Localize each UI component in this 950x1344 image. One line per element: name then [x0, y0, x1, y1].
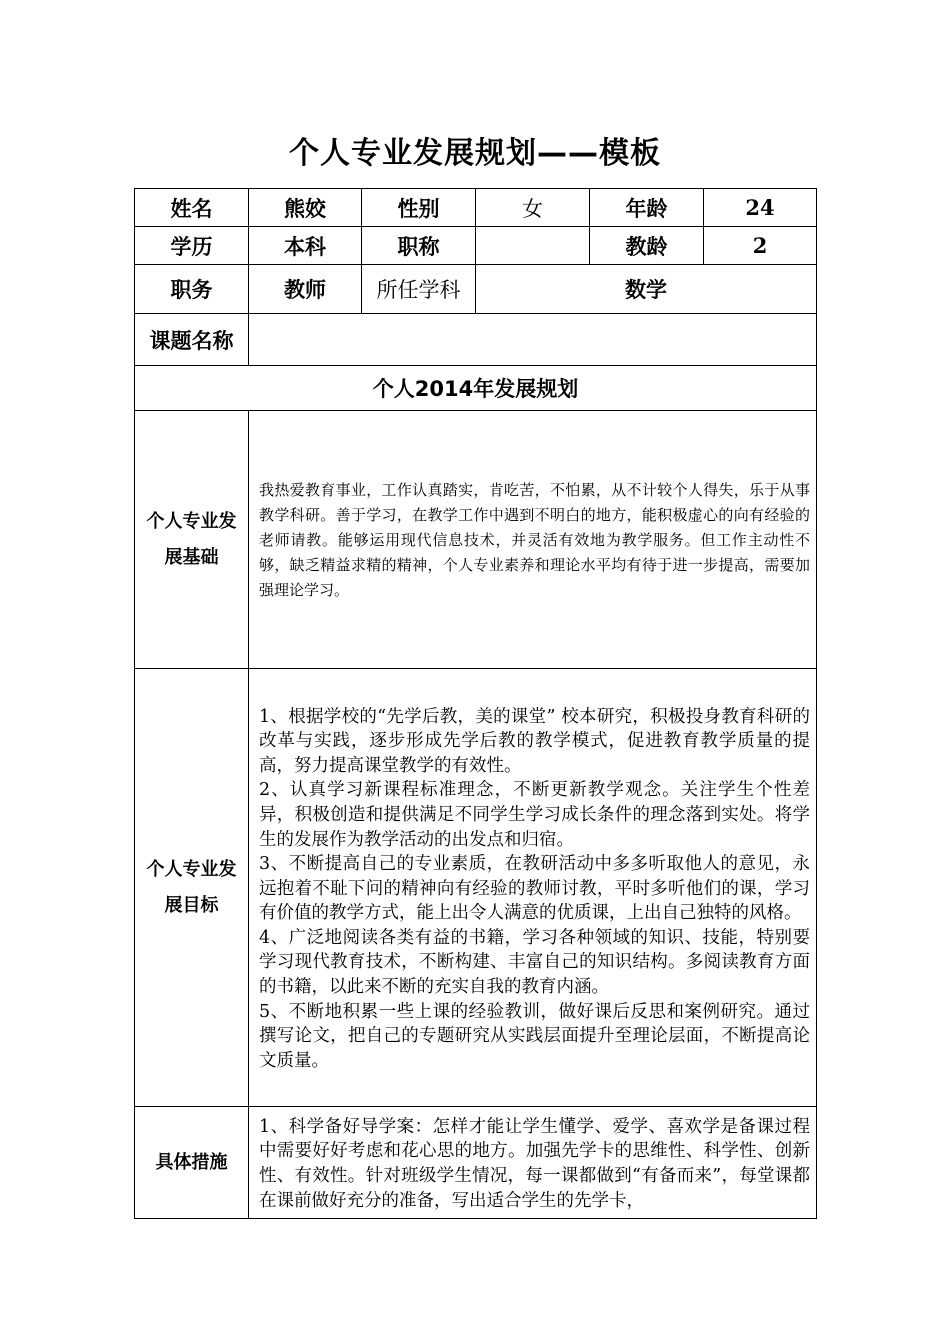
name-value: 熊姣 — [249, 189, 362, 227]
row-basic-1 — [135, 189, 817, 227]
measures-content — [249, 1107, 817, 1219]
gender-value: 女 — [476, 189, 590, 227]
name-label: 姓名 — [135, 189, 249, 227]
teaching-years-value: 2 — [704, 227, 817, 265]
education-label: 学历 — [135, 227, 249, 265]
education-value: 本科 — [249, 227, 362, 265]
measures-text: 1、科学备好导学案：怎样才能让学生懂学、爱学、喜欢学是备课过程中需要好好考虑和花心思的地方。加强先学卡的思维性、科学性、创新性、有效性。针对班级学生情况，每一课都做到“有备而来”，每堂课都在课前做好充分的准备，写出适合学生的先学卡， — [259, 1116, 810, 1211]
goals-label — [135, 669, 249, 1107]
basis-text: 我热爱教育事业，工作认真踏实，肯吃苦，不怕累，从不计较个人得失，乐于从事教学科研。善于学习，在教学工作中遇到不明白的地方，能积极虚心的向有经验的老师请教。能够运用现代信息技术，并灵活有效地为教学服务。但工作主动性不够，缺乏精益求精的精神，个人专业素养和理论水平均有待于进一步提高，需要加强理论学习。 — [259, 481, 810, 599]
subject-value: 数学 — [476, 265, 817, 314]
row-measures — [135, 1107, 817, 1219]
goal-item-2: 2、认真学习新课程标准理念，不断更新教学观念。关注学生个性差异，积极创造和提供满足不同学生学习成长条件的理念落到实处。将学生的发展作为教学活动的出发点和归宿。 — [259, 780, 810, 850]
measures-label: 具体措施 — [135, 1107, 249, 1219]
row-section-title — [135, 366, 817, 411]
professional-title-value — [476, 227, 590, 265]
age-value: 24 — [704, 189, 817, 227]
basis-label — [135, 411, 249, 669]
gender-label: 性别 — [362, 189, 476, 227]
row-basic-3 — [135, 265, 817, 314]
professional-title-label: 职称 — [362, 227, 476, 265]
goals-content — [249, 669, 817, 1107]
goals-label-line2: 展目标 — [164, 894, 219, 916]
position-value: 教师 — [249, 265, 362, 314]
goals-label-line1: 个人专业发 — [146, 858, 237, 880]
position-label: 职务 — [135, 265, 249, 314]
goal-item-5: 5、不断地积累一些上课的经验教训，做好课后反思和案例研究。通过撰写论文，把自己的专题研究从实践层面提升至理论层面，不断提高论文质量。 — [259, 1001, 810, 1071]
row-topic — [135, 314, 817, 366]
age-label: 年龄 — [590, 189, 704, 227]
row-basic-2 — [135, 227, 817, 265]
topic-label: 课题名称 — [135, 314, 249, 366]
goal-item-3: 3、不断提高自己的专业素质，在教研活动中多多听取他人的意见，永远抱着不耻下问的精神向有经验的教师讨教，平时多听他们的课，学习有价值的教学方式，能上出令人满意的优质课，上出自己独特的风格。 — [259, 854, 810, 924]
subject-label: 所任学科 — [362, 265, 476, 314]
basis-content — [249, 411, 817, 669]
topic-value — [249, 314, 817, 366]
plan-section-title: 个人2014年发展规划 — [135, 366, 817, 411]
row-goals — [135, 669, 817, 1107]
basis-label-line2: 展基础 — [164, 546, 219, 568]
goal-item-1: 1、根据学校的“先学后教，美的课堂” 校本研究，积极投身教育科研的改革与实践，逐步形成先学后教的教学模式，促进教育教学质量的提高，努力提高课堂教学的有效性。 — [259, 706, 810, 776]
goal-item-4: 4、广泛地阅读各类有益的书籍，学习各种领域的知识、技能，特别要学习现代教育技术，不断构建、丰富自己的知识结构。多阅读教育方面的书籍，以此来不断的充实自我的教育内涵。 — [259, 927, 810, 998]
document-title: 个人专业发展规划——模板 — [289, 136, 661, 171]
row-basis — [135, 411, 817, 669]
teaching-years-label: 教龄 — [590, 227, 704, 265]
plan-form-table — [134, 188, 817, 1219]
basis-label-line1: 个人专业发 — [146, 510, 237, 532]
